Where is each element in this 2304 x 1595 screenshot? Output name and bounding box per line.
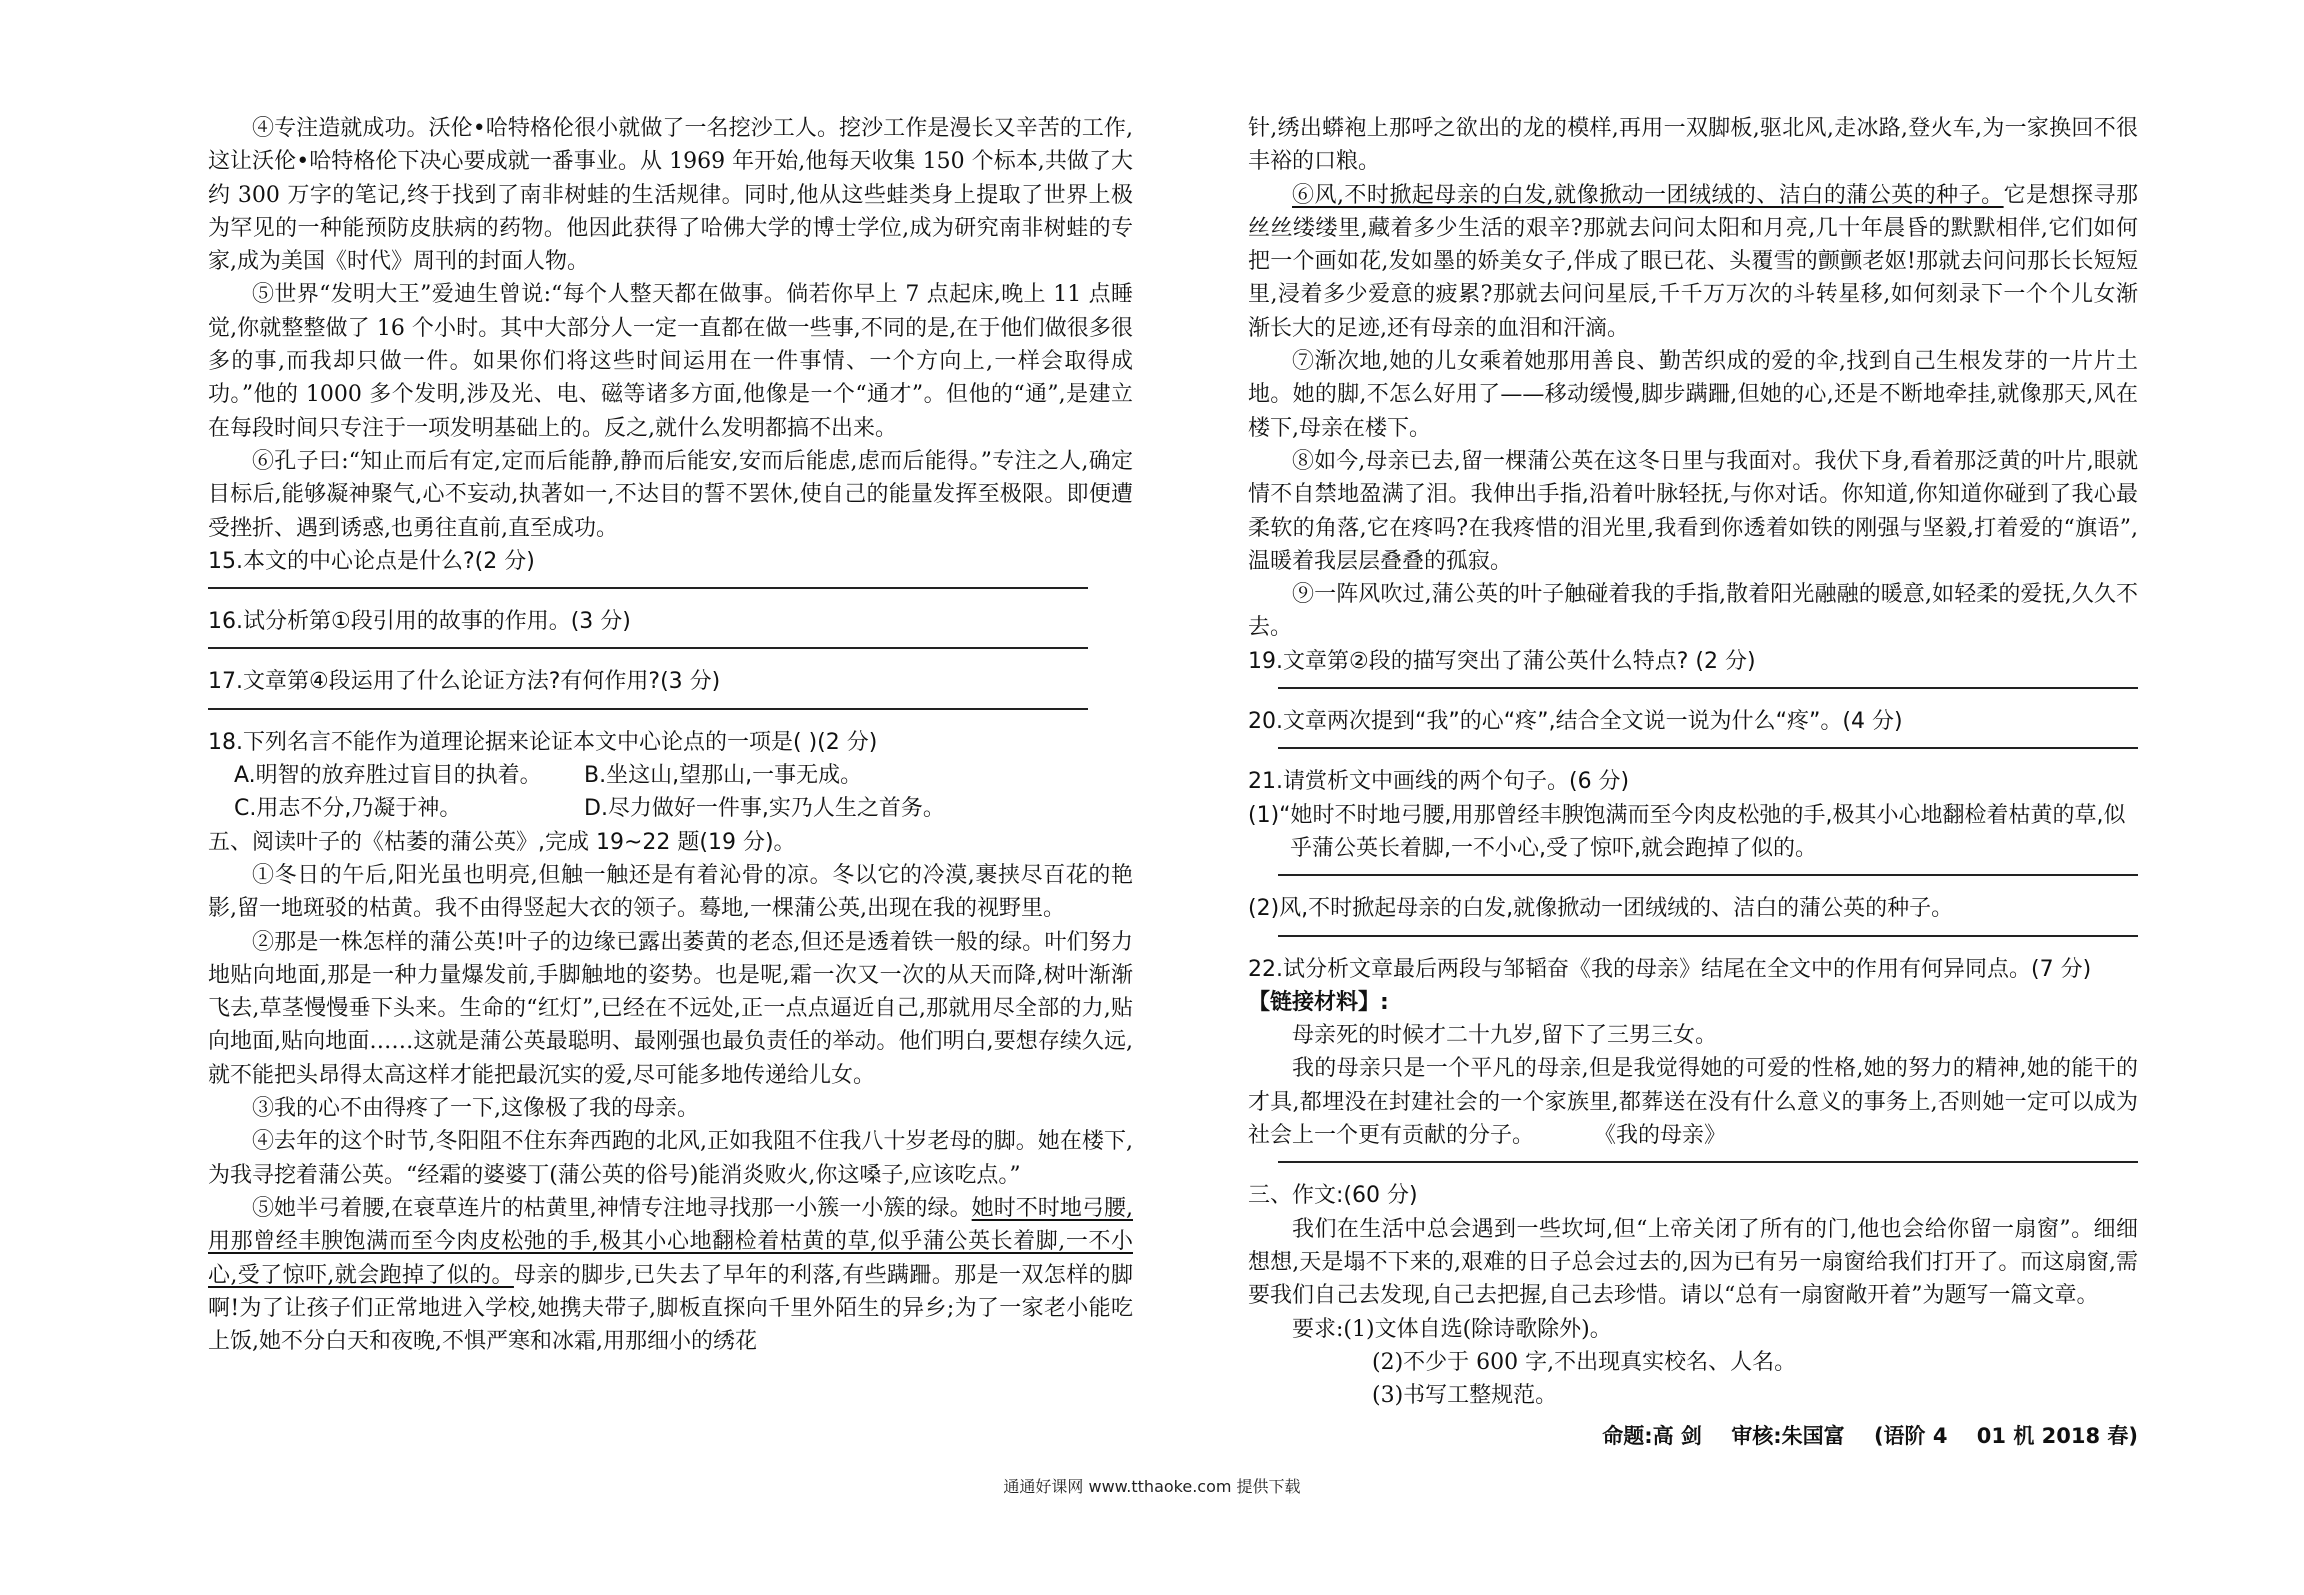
question-21-part-2: (2)风,不时掀起母亲的白发,就像掀动一团绒绒的、洁白的蒲公英的种子。 (1248, 896, 1954, 922)
reading-paragraph-6-end: 它是想探寻那丝丝缕缕里,藏着多少生活的艰辛?那就去问问太阳和月亮,几十年晨昏的默默相伴,它们如何把一个画如花,发如墨的娇美女子,伴成了眼已花、头覆雪的颤颤老妪!那就去问问那长长短短里,浸着多少爱意的疲累?那就去问问星辰,千千万万次的斗转星移,如何刻录下一个个儿女渐渐长大的足迹,还有母亲的血泪和汗滴。 (1248, 182, 2138, 341)
footer-reviewer: 审核:朱国富 (1731, 1424, 1845, 1449)
reading-paragraph-1: ①冬日的午后,阳光虽也明亮,但触一触还是有着沁骨的凉。冬以它的冷漠,裹挟尽百花的艳影,留一地斑驳的枯黄。我不由得竖起大衣的领子。蓦地,一棵蒲公英,出现在我的视野里。 (208, 862, 1133, 922)
question-21-part-1: (1)“她时不时地弓腰,用那曾经丰腴饱满而至今肉皮松弛的手,极其小心地翻检着枯黄的草,似乎蒲公英长着脚,一不小心,受了惊吓,就会跑掉了似的。 (1248, 802, 2126, 861)
footer-code: (语阶 4 (1873, 1424, 1948, 1449)
reading-paragraph-5-end: 母亲的脚步,已失去了早年的利落,有些蹒跚。那是一双怎样的脚啊!为了让孩子们正常地进入学校,她携夫带子,脚板直探向千里外陌生的异乡;为了一家老小能吃上饭,她不分白天和夜晚,不惧严寒和冰霜,用那细小的绣花 (208, 1262, 1133, 1355)
option-b: B.坐这山,望那山,一事无成。 (584, 763, 863, 789)
essay-prompt: 我们在生活中总会遇到一些坎坷,但“上帝关闭了所有的门,他也会给你留一扇窗”。细细想想,天是塌不下来的,艰难的日子总会过去的,因为已有另一扇窗给我们打开了。而这扇窗,需要我们自己去发现,自己去把握,自己去珍惜。请以“总有一扇窗敞开着”为题写一篇文章。 (1248, 1216, 2138, 1309)
answer-line-15[interactable] (208, 578, 1088, 589)
requirement-3: (3)书写工整规范。 (1372, 1383, 1558, 1409)
requirement-2: (2)不少于 600 字,不出现真实校名、人名。 (1372, 1349, 1797, 1375)
reading-paragraph-2: ②那是一株怎样的蒲公英!叶子的边缘已露出萎黄的老态,但还是透着铁一般的绿。叶们努力地贴向地面,那是一种力量爆发前,手脚触地的姿势。也是呢,霜一次又一次的从天而降,树叶渐渐飞去,草茎慢慢垂下头来。生命的“红灯”,已经在不远处,正一点点逼近自己,那就用尽全部的力,贴向地面,贴向地面……这就是蒲公英最聪明、最刚强也最负责任的举动。他们明白,要想存续久远,就不能把头昂得太高这样才能把最沉实的爱,尽可能多地传递给儿女。 (208, 929, 1133, 1088)
reading-paragraph-3: ③我的心不由得疼了一下,这像极了我的母亲。 (252, 1096, 699, 1122)
options-row-1 (208, 759, 1133, 792)
reading-paragraph-4: ④去年的这个时节,冬阳阻不住东奔西跑的北风,正如我阻不住我八十岁老母的脚。她在楼下,为我寻挖着蒲公英。“经霜的婆婆丁(蒲公英的俗号)能消炎败火,你这嗓子,应该吃点。” (208, 1129, 1133, 1188)
reading-paragraph-9: ⑨一阵风吹过,蒲公英的叶子触碰着我的手指,散着阳光融融的暖意,如轻柔的爱抚,久久不去。 (1248, 582, 2138, 641)
reading-paragraph-5 (208, 1192, 1133, 1358)
exam-footer (1248, 1420, 2138, 1453)
underlined-sentence-2: ⑥风,不时掀起母亲的白发,就像掀动一团绒绒的、洁白的蒲公英的种子。 (1292, 182, 2004, 208)
section-3-heading: 三、作文:(60 分) (1248, 1183, 1418, 1209)
reading-paragraph-8: ⑧如今,母亲已去,留一棵蒲公英在这冬日里与我面对。我伏下身,看着那泛黄的叶片,眼就情不自禁地盈满了泪。我伸出手指,沿着叶脉轻抚,与你对话。你知道,你知道你碰到了我心最柔软的角落,它在疼吗?在我疼惜的泪光里,我看到你透着如铁的刚强与坚毅,打着爱的“旗语”,温暖着我层层叠叠的孤寂。 (1248, 448, 2138, 574)
option-c: C.用志不分,乃凝于神。 (234, 796, 462, 822)
answer-line-17[interactable] (208, 699, 1088, 710)
right-column (1248, 112, 2138, 1453)
requirement-1: 要求:(1)文体自选(除诗歌除外)。 (1292, 1316, 1612, 1342)
question-21: 21.请赏析文中画线的两个句子。(6 分) (1248, 769, 1630, 795)
question-20: 20.文章两次提到“我”的心“疼”,结合全文说一说为什么“疼”。(4 分) (1248, 709, 1903, 735)
options-row-2 (208, 792, 1133, 825)
reading-paragraph-5-cont: 针,绣出蟒袍上那呼之欲出的龙的模样,再用一双脚板,驱北风,走冰路,登火车,为一家换回不很丰裕的口粮。 (1248, 116, 2138, 175)
left-column (208, 112, 1133, 1358)
reading-paragraph-7: ⑦渐次地,她的儿女乘着她那用善良、勤苦织成的爱的伞,找到自己生根发芽的一片片土地。她的脚,不怎么好用了——移动缓慢,脚步蹒跚,但她的心,还是不断地牵挂,就像那天,风在楼下,母亲在楼下。 (1248, 349, 2138, 441)
option-a: A.明智的放弃胜过盲目的执着。 (234, 763, 542, 789)
paragraph-6: ⑥孔子曰:“知止而后有定,定而后能静,静而后能安,安而后能虑,虑而后能得。”专注之人,确定目标后,能够凝神聚气,心不妄动,执著如一,不达目的誓不罢休,使自己的能量发挥至极限。即便遭受挫折、遇到诱惑,也勇往直前,直至成功。 (208, 448, 1133, 541)
download-watermark: 通通好课网 www.tthaoke.com 提供下载 (1003, 1477, 1301, 1496)
reading-paragraph-6 (1248, 179, 2138, 345)
question-17: 17.文章第④段运用了什么论证方法?有何作用?(3 分) (208, 669, 721, 695)
paragraph-4: ④专注造就成功。沃伦•哈特格伦很小就做了一名挖沙工人。挖沙工作是漫长又辛苦的工作,这让沃伦•哈特格伦下决心要成就一番事业。从 1969 年开始,他每天收集 150 个标本,共做了大约 300 万字的笔记,终于找到了南非树蛙的生活规律。同时,他从这些蛙类身上提取了世界上极为罕见的一种能预防皮肤病的药物。他因此获得了哈佛大学的博士学位,成为研究南非树蛙的专家,成为美国《时代》周刊的封面人物。 (208, 116, 1133, 275)
link-paragraph-2 (1248, 1052, 2138, 1152)
paragraph-5: ⑤世界“发明大王”爱迪生曾说:“每个人整天都在做事。倘若你早上 7 点起床,晚上 11 点睡觉,你就整整做了 16 个小时。其中大部分人一定一直都在做一些事,不同的是,在于他们做很多很多的事,而我却只做一件。如果你们将这些时间运用在一件事情、一个方向上,一样会取得成功。”他的 1000 多个发明,涉及光、电、磁等诸多方面,他像是一个“通才”。但他的“通”,是建立在每段时间只专注于一项发明基础上的。反之,就什么发明都搞不出来。 (208, 282, 1133, 441)
footer-author: 命题:高 剑 (1602, 1424, 1702, 1449)
answer-line-21-1[interactable] (1278, 865, 2138, 876)
reading-paragraph-5-start: ⑤她半弓着腰,在衰草连片的枯黄里,神情专注地寻找那一小簇一小簇的绿。 (252, 1195, 972, 1221)
question-22: 22.试分析文章最后两段与邹韬奋《我的母亲》结尾在全文中的作用有何异同点。(7 分) (1248, 956, 2092, 982)
option-d: D.尽力做好一件事,实乃人生之首务。 (584, 796, 945, 822)
link-paragraph-1: 母亲死的时候才二十九岁,留下了三男三女。 (1292, 1023, 1717, 1049)
link-paragraph-2-text: 我的母亲只是一个平凡的母亲,但是我觉得她的可爱的性格,她的努力的精神,她的能干的才具,都埋没在封建社会的一个家族里,都葬送在没有什么意义的事务上,否则她一定可以成为社会上一个更有贡献的分子。 (1248, 1056, 2138, 1149)
question-16: 16.试分析第①段引用的故事的作用。(3 分) (208, 609, 631, 635)
footer-term: 01 机 2018 春) (1976, 1424, 2138, 1449)
answer-line-22[interactable] (1278, 1152, 2138, 1163)
answer-line-16[interactable] (208, 638, 1088, 649)
question-15: 15.本文的中心论点是什么?(2 分) (208, 548, 535, 574)
answer-line-19[interactable] (1278, 678, 2138, 689)
question-18: 18.下列名言不能作为道理论据来论证本文中心论点的一项是( )(2 分) (208, 729, 878, 755)
link-source: 《我的母亲》 (1594, 1123, 1727, 1149)
link-material-title: 【链接材料】: (1248, 989, 1389, 1015)
question-19: 19.文章第②段的描写突出了蒲公英什么特点? (2 分) (1248, 648, 1756, 674)
answer-line-21-2[interactable] (1278, 926, 2138, 937)
answer-line-20[interactable] (1278, 738, 2138, 749)
section-5-heading: 五、阅读叶子的《枯萎的蒲公英》,完成 19~22 题(19 分)。 (208, 829, 796, 855)
underlined-sentence-1: 她时不时地弓腰,用那曾经丰腴饱满而至今肉皮松弛的手,极其小心地翻检着枯黄的草,似乎蒲公英长着脚,一不小心,受了惊吓,就会跑掉了似的。 (208, 1195, 1133, 1288)
